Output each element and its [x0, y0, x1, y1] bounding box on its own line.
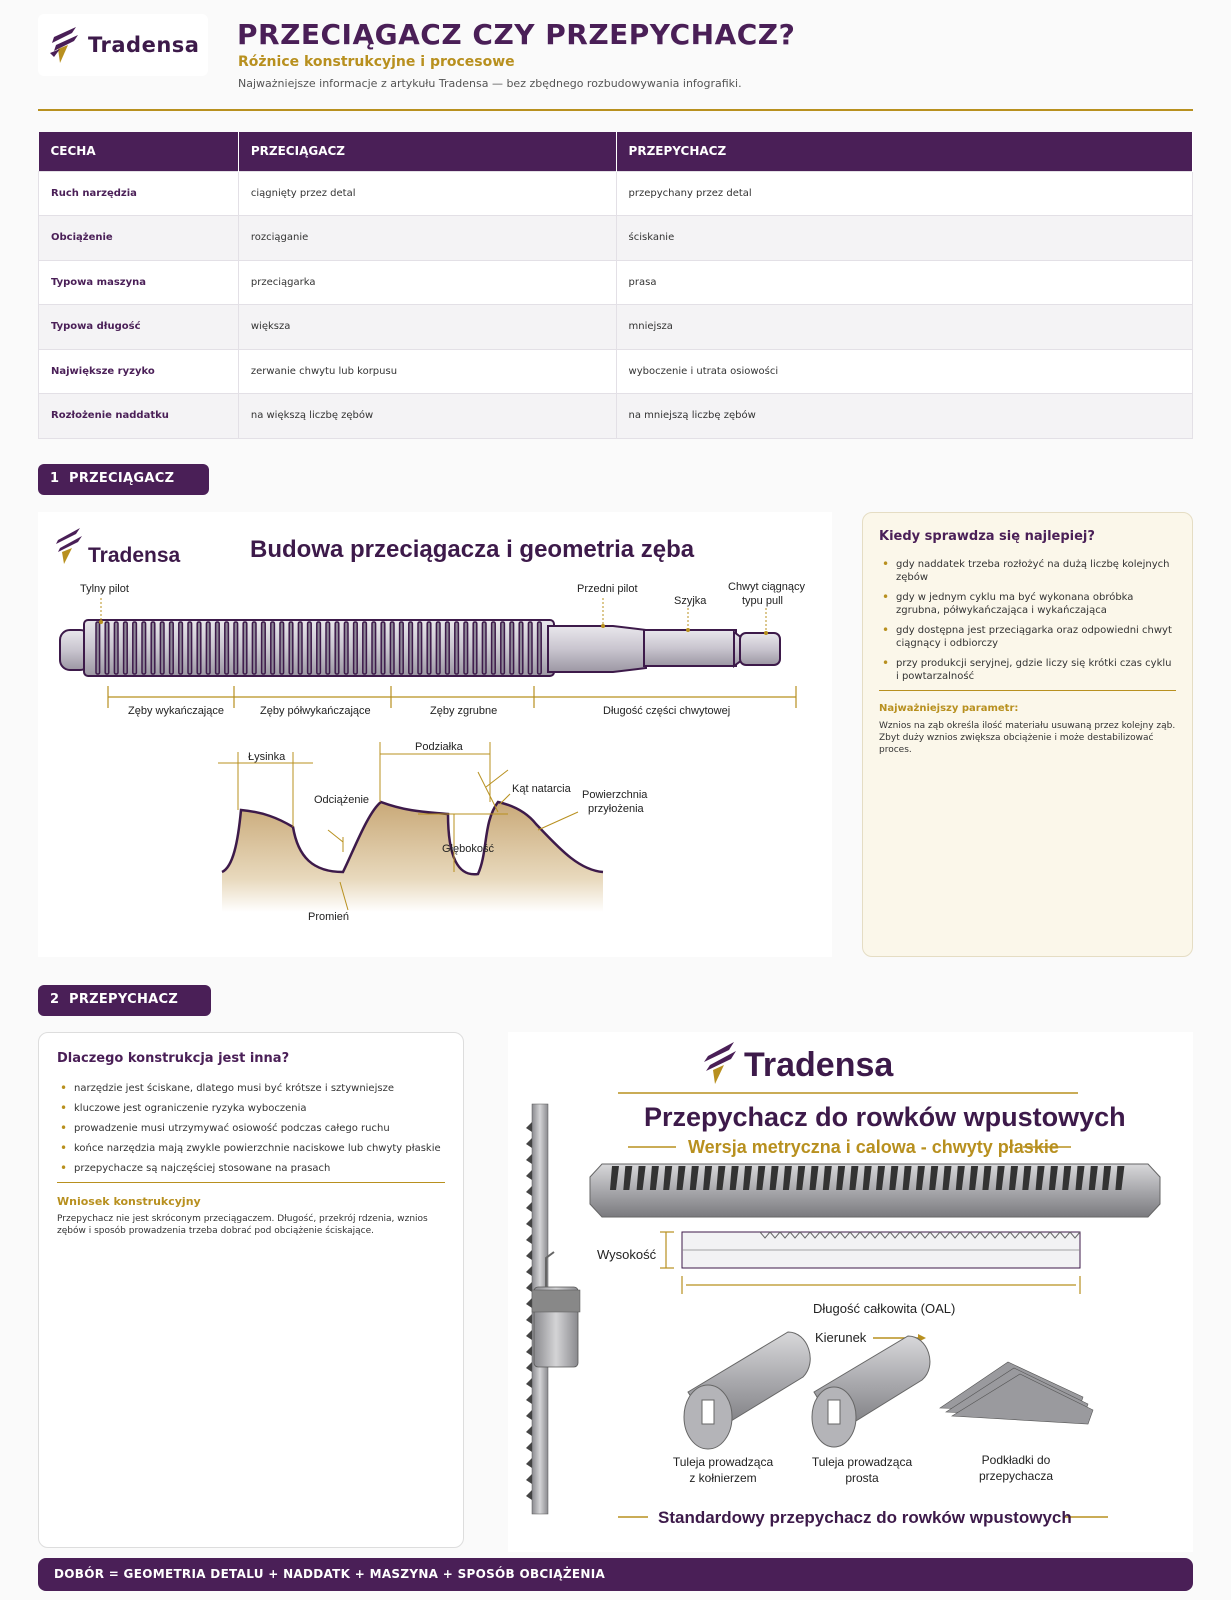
broach-info-card [862, 512, 1193, 957]
push-broach-cell: na mniejszą liczbę zębów [616, 394, 1192, 439]
card-list [57, 1082, 445, 1175]
list-item: • gdy naddatek trzeba rozłożyć na dużą liczbę kolejnych zębów [879, 558, 1176, 584]
label-shims-2: przepychacza [978, 1469, 1054, 1483]
feature-cell: Obciążenie [39, 216, 239, 261]
broach-cell: ciągnięty przez detal [238, 171, 616, 216]
section-number: 2 [50, 992, 60, 1007]
label-rear-pilot: Tylny pilot [80, 583, 129, 595]
label-shims-1: Podkładki do [981, 1453, 1051, 1467]
diagram-logo-text: Tradensa [88, 544, 181, 567]
label-bush-plain-2: prosta [845, 1471, 879, 1485]
push-broach-cell: wyboczenie i utrata osiowości [616, 349, 1192, 394]
label-semi-finishing-teeth: Zęby półwykańczające [260, 705, 371, 717]
label-height: Wysokość [597, 1247, 657, 1262]
page-header [38, 14, 1193, 112]
push-broach-info-card [38, 1032, 464, 1548]
card-key-title: Wniosek konstrukcyjny [57, 1195, 201, 1208]
card-divider [879, 690, 1176, 691]
label-pull-grip-2: typu pull [742, 595, 783, 607]
label-direction: Kierunek [815, 1330, 867, 1345]
list-item: • przy produkcji seryjnej, gdzie liczy się krótki czas cyklu i powtarzalność [879, 657, 1176, 683]
list-item: • gdy dostępna jest przeciągarka oraz odpowiedni chwyt ciągnący i odbiorczy [879, 624, 1176, 650]
page-subtitle: Różnice konstrukcyjne i procesowe [238, 54, 515, 70]
label-oal: Długość całkowita (OAL) [813, 1301, 956, 1316]
push-broach-cell: mniejsza [616, 305, 1192, 350]
diagram-footer: Standardowy przepychacz do rowków wpustowych [658, 1508, 1072, 1527]
card-list [879, 558, 1176, 683]
card-key-text: Przepychacz nie jest skróconym przeciągaczem. Długość, przekrój rdzenia, wznios zębów i sposób prowadzenia trzeba dobrać pod obciążenie ściskające. [57, 1214, 428, 1236]
card-divider [57, 1182, 445, 1183]
label-roughing-teeth: Zęby zgrubne [430, 705, 498, 717]
section-number: 1 [50, 471, 60, 486]
broach-diagram [38, 512, 832, 957]
tradensa-logo-icon [46, 23, 84, 67]
table-row [39, 171, 1193, 216]
list-item: • końce narzędzia mają zwykle powierzchnie naciskowe lub chwyty płaskie [57, 1142, 445, 1155]
label-face-1: Powierzchnia [582, 789, 648, 801]
label-bush-collar-2: z kołnierzem [689, 1471, 757, 1485]
diagram-subtitle: Wersja metryczna i calowa - chwyty płaskie [688, 1137, 1059, 1157]
push-broach-cell: przepychany przez detal [616, 171, 1192, 216]
card-key-title: Najważniejszy parametr: [879, 703, 1019, 714]
feature-cell: Największe ryzyko [39, 349, 239, 394]
broach-cell: przeciągarka [238, 260, 616, 305]
list-item: • kluczowe jest ograniczenie ryzyka wyboczenia [57, 1102, 445, 1115]
page-intro: Najważniejsze informacje z artykułu Tradensa — bez zbędnego rozbudowywania infografiki. [238, 77, 742, 90]
feature-cell: Typowa długość [39, 305, 239, 350]
table-row [39, 394, 1193, 439]
broach-cell: większa [238, 305, 616, 350]
diagram-title: Przepychacz do rowków wpustowych [644, 1102, 1126, 1132]
diagram-logo [704, 1042, 894, 1084]
footer-banner: DOBÓR = GEOMETRIA DETALU + NADDATK + MASZYNA + SPOSÓB OBCIĄŻENIA [38, 1558, 1193, 1591]
label-neck: Szyjka [674, 595, 707, 607]
section-label: PRZECIĄGACZ [69, 471, 175, 486]
label-bush-plain-1: Tuleja prowadząca [811, 1455, 913, 1469]
header-divider [38, 109, 1193, 111]
comparison-table [38, 132, 1193, 439]
broach-cell: rozciąganie [238, 216, 616, 261]
card-key-text: Wznios na ząb określa ilość materiału usuwaną przez kolejny ząb. Zbyt duży wznios zwiększa obciążenie i może destabilizować proces. [879, 721, 1176, 755]
column-header: PRZEPYCHACZ [616, 132, 1192, 171]
guide-bushing-collar-photo [684, 1332, 810, 1449]
table-row [39, 349, 1193, 394]
card-title: Dlaczego konstrukcja jest inna? [57, 1051, 290, 1066]
list-item: • przepychacze są najczęściej stosowane na prasach [57, 1162, 445, 1175]
label-land: Łysinka [248, 751, 286, 763]
section-1-heading [38, 464, 209, 495]
horizontal-push-broach-photo [590, 1164, 1160, 1217]
push-broach-cell: ściskanie [616, 216, 1192, 261]
broach-cell: zerwanie chwytu lub korpusu [238, 349, 616, 394]
section-label: PRZEPYCHACZ [69, 992, 179, 1007]
label-radius: Promień [308, 911, 349, 923]
vertical-push-broach-photo [526, 1104, 580, 1514]
tooth-geometry [222, 802, 603, 912]
column-header: CECHA [39, 132, 239, 171]
tradensa-logo [38, 14, 208, 76]
broach-cell: na większą liczbę zębów [238, 394, 616, 439]
label-depth: Głębokość [442, 843, 494, 855]
list-item: • narzędzie jest ściskane, dlatego musi być krótsze i sztywniejsze [57, 1082, 445, 1095]
push-broach-diagram [508, 1032, 1193, 1552]
feature-cell: Ruch narzędzia [39, 171, 239, 216]
label-relief: Odciążenie [314, 794, 370, 806]
label-grip-length: Długość części chwytowej [603, 705, 731, 717]
table-row [39, 260, 1193, 305]
label-finishing-teeth: Zęby wykańczające [128, 705, 224, 717]
card-title: Kiedy sprawdza się najlepiej? [879, 529, 1095, 544]
label-pitch: Podziałka [415, 741, 463, 753]
diagram-logo [56, 528, 181, 567]
broach-body [60, 620, 780, 676]
shims-photo [940, 1362, 1093, 1424]
section-2-heading [38, 985, 211, 1016]
label-pull-grip-1: Chwyt ciągnący [728, 581, 806, 593]
table-row [39, 216, 1193, 261]
list-item: • prowadzenie musi utrzymywać osiowość podczas całego ruchu [57, 1122, 445, 1135]
label-front-pilot: Przedni pilot [577, 583, 638, 595]
push-broach-cell: prasa [616, 260, 1192, 305]
page-title: PRZECIĄGACZ CZY PRZEPYCHACZ? [237, 18, 796, 51]
list-item: • gdy w jednym cyklu ma być wykonana obróbka zgrubna, półwykańczająca i wykańczająca [879, 591, 1176, 617]
table-row [39, 305, 1193, 350]
label-rake-angle: Kąt natarcia [512, 783, 571, 795]
label-face-2: przyłożenia [588, 803, 644, 815]
feature-cell: Rozłożenie naddatku [39, 394, 239, 439]
diagram-logo-text: Tradensa [744, 1046, 894, 1084]
table-header-row [39, 132, 1193, 171]
push-broach-profile [682, 1232, 1080, 1268]
guide-bushing-plain-photo [812, 1336, 930, 1447]
feature-cell: Typowa maszyna [39, 260, 239, 305]
diagram-title: Budowa przeciągacza i geometria zęba [250, 536, 695, 563]
label-bush-collar-1: Tuleja prowadząca [672, 1455, 774, 1469]
logo-text: Tradensa [88, 33, 200, 57]
column-header: PRZECIĄGACZ [238, 132, 616, 171]
